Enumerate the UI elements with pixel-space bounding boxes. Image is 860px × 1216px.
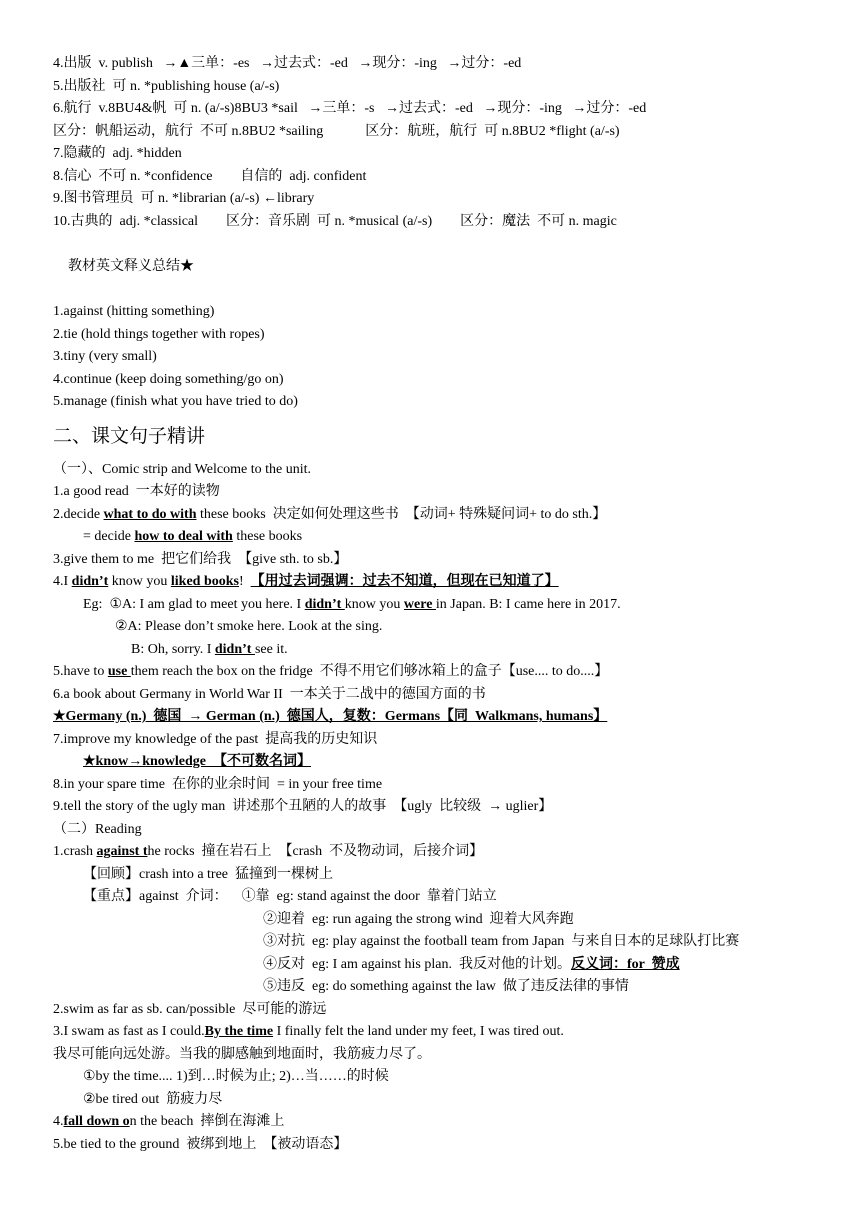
example-2-reply: B: Oh, sorry. I didn’t see it. [131, 642, 288, 657]
star-note-knowledge: ★know→knowledge 【不可数名词】 [83, 754, 312, 769]
sentence-9: 9.tell the story of the ugly man 讲述那个丑陋的人的故事 【ugly 比较级 → uglier】 [53, 799, 553, 814]
reading-1-key: 【重点】against 介词： ①靠 eg: stand against the door 靠着门站立 [83, 889, 497, 904]
subsection-comic-strip: （一）、Comic strip and Welcome to the unit. [53, 462, 311, 477]
reading-1-meaning-4: ④反对 eg: I am against his plan. 我反对他的计划。反义词：for 赞成 [263, 957, 680, 972]
sentence-3: 3.give them to me 把它们给我 【give sth. to sb.】 [53, 552, 348, 567]
definition-3: 3.tiny (very small) [53, 349, 157, 364]
star-note-germany: ★Germany (n.) 德国 → German (n.) 德国人，复数：Germans【同 Walkmans, humans】 [53, 709, 608, 724]
subsection-reading: （二）Reading [53, 822, 142, 837]
sentence-4: 4.I didn’t know you liked books! 【用过去词强调：过去不知道，但现在已知道了】 [53, 574, 559, 589]
reading-3: 3.I swam as fast as I could.By the time I finally felt the land under my feet, I was tired out. [53, 1024, 564, 1039]
reading-1-meaning-3: ③对抗 eg: play against the football team from Japan 与来自日本的足球队打比赛 [263, 934, 740, 949]
definition-4: 4.continue (keep doing something/go on) [53, 372, 284, 387]
vocab-line-6b: 区分：帆船运动，航行 不可 n.8BU2 *sailing 区分：航班，航行 可 n.8BU2 *flight (a/-s) [53, 124, 620, 139]
reading-4: 4.fall down on the beach 摔倒在海滩上 [53, 1114, 285, 1129]
sentence-1: 1.a good read 一本好的读物 [53, 484, 220, 499]
reading-3-note-2: ②be tired out 筋疲力尽 [83, 1092, 223, 1107]
vocab-line-5: 5.出版社 可 n. *publishing house (a/-s) [53, 79, 280, 94]
definition-5: 5.manage (finish what you have tried to do) [53, 394, 298, 409]
sentence-6: 6.a book about Germany in World War II 一本关于二战中的德国方面的书 [53, 687, 486, 702]
reading-1-review: 【回顾】crash into a tree 猛撞到一棵树上 [83, 867, 334, 882]
reading-5: 5.be tied to the ground 被绑到地上 【被动语态】 [53, 1137, 348, 1152]
definition-1: 1.against (hitting something) [53, 304, 215, 319]
sentence-2-alt: = decide how to deal with these books [83, 529, 303, 544]
sentence-7: 7.improve my knowledge of the past 提高我的历史知识 [53, 732, 378, 747]
reading-1: 1.crash against the rocks 撞在岩石上 【crash 不及物动词，后接介词】 [53, 844, 484, 859]
definition-2: 2.tie (hold things together with ropes) [53, 327, 265, 342]
reading-1-meaning-5: ⑤违反 eg: do something against the law 做了违反法律的事情 [263, 979, 629, 994]
reading-3-translation: 我尽可能向远处游。当我的脚感触到地面时，我筋疲力尽了。 [53, 1047, 431, 1062]
reading-3-note-1: ①by the time.... 1)到…时候为止; 2)…当……的时候 [83, 1069, 389, 1084]
sentence-8: 8.in your spare time 在你的业余时间 = in your free time [53, 777, 383, 792]
vocab-line-9: 9.图书管理员 可 n. *librarian (a/-s) ←library [53, 191, 315, 206]
vocab-line-8: 8.信心 不可 n. *confidence 自信的 adj. confident [53, 169, 367, 184]
definitions-title: 教材英文释义总结★ [68, 259, 194, 274]
example-2: ②A: Please don’t smoke here. Look at the sing. [115, 619, 383, 634]
reading-1-meaning-2: ②迎着 eg: run againg the strong wind 迎着大风奔跑 [263, 912, 574, 927]
sentence-2: 2.decide what to do with these books 决定如何处理这些书 【动词+ 特殊疑问词+ to do sth.】 [53, 507, 607, 522]
section-2-heading: 二、课文句子精讲 [53, 425, 206, 447]
reading-2: 2.swim as far as sb. can/possible 尽可能的游远 [53, 1002, 327, 1017]
example-1: Eg: ①A: I am glad to meet you here. I didn’t know you were in Japan. B: I came here in 2017. [83, 597, 621, 612]
vocab-line-4: 4.出版 v. publish →▲三单：-es →过去式：-ed →现分：-ing →过分：-ed [53, 56, 522, 71]
vocab-line-7: 7.隐藏的 adj. *hidden [53, 146, 182, 161]
vocab-line-6: 6.航行 v.8BU4&帆 可 n. (a/-s)8BU3 *sail →三单：-s →过去式：-ed →现分：-ing →过分：-ed [53, 101, 647, 116]
sentence-5: 5.have to use them reach the box on the fridge 不得不用它们够冰箱上的盒子【use.... to do....】 [53, 664, 609, 679]
vocab-line-10: 10.古典的 adj. *classical 区分：音乐剧 可 n. *musical (a/-s) 区分：魔法 不可 n. magic [53, 214, 617, 229]
